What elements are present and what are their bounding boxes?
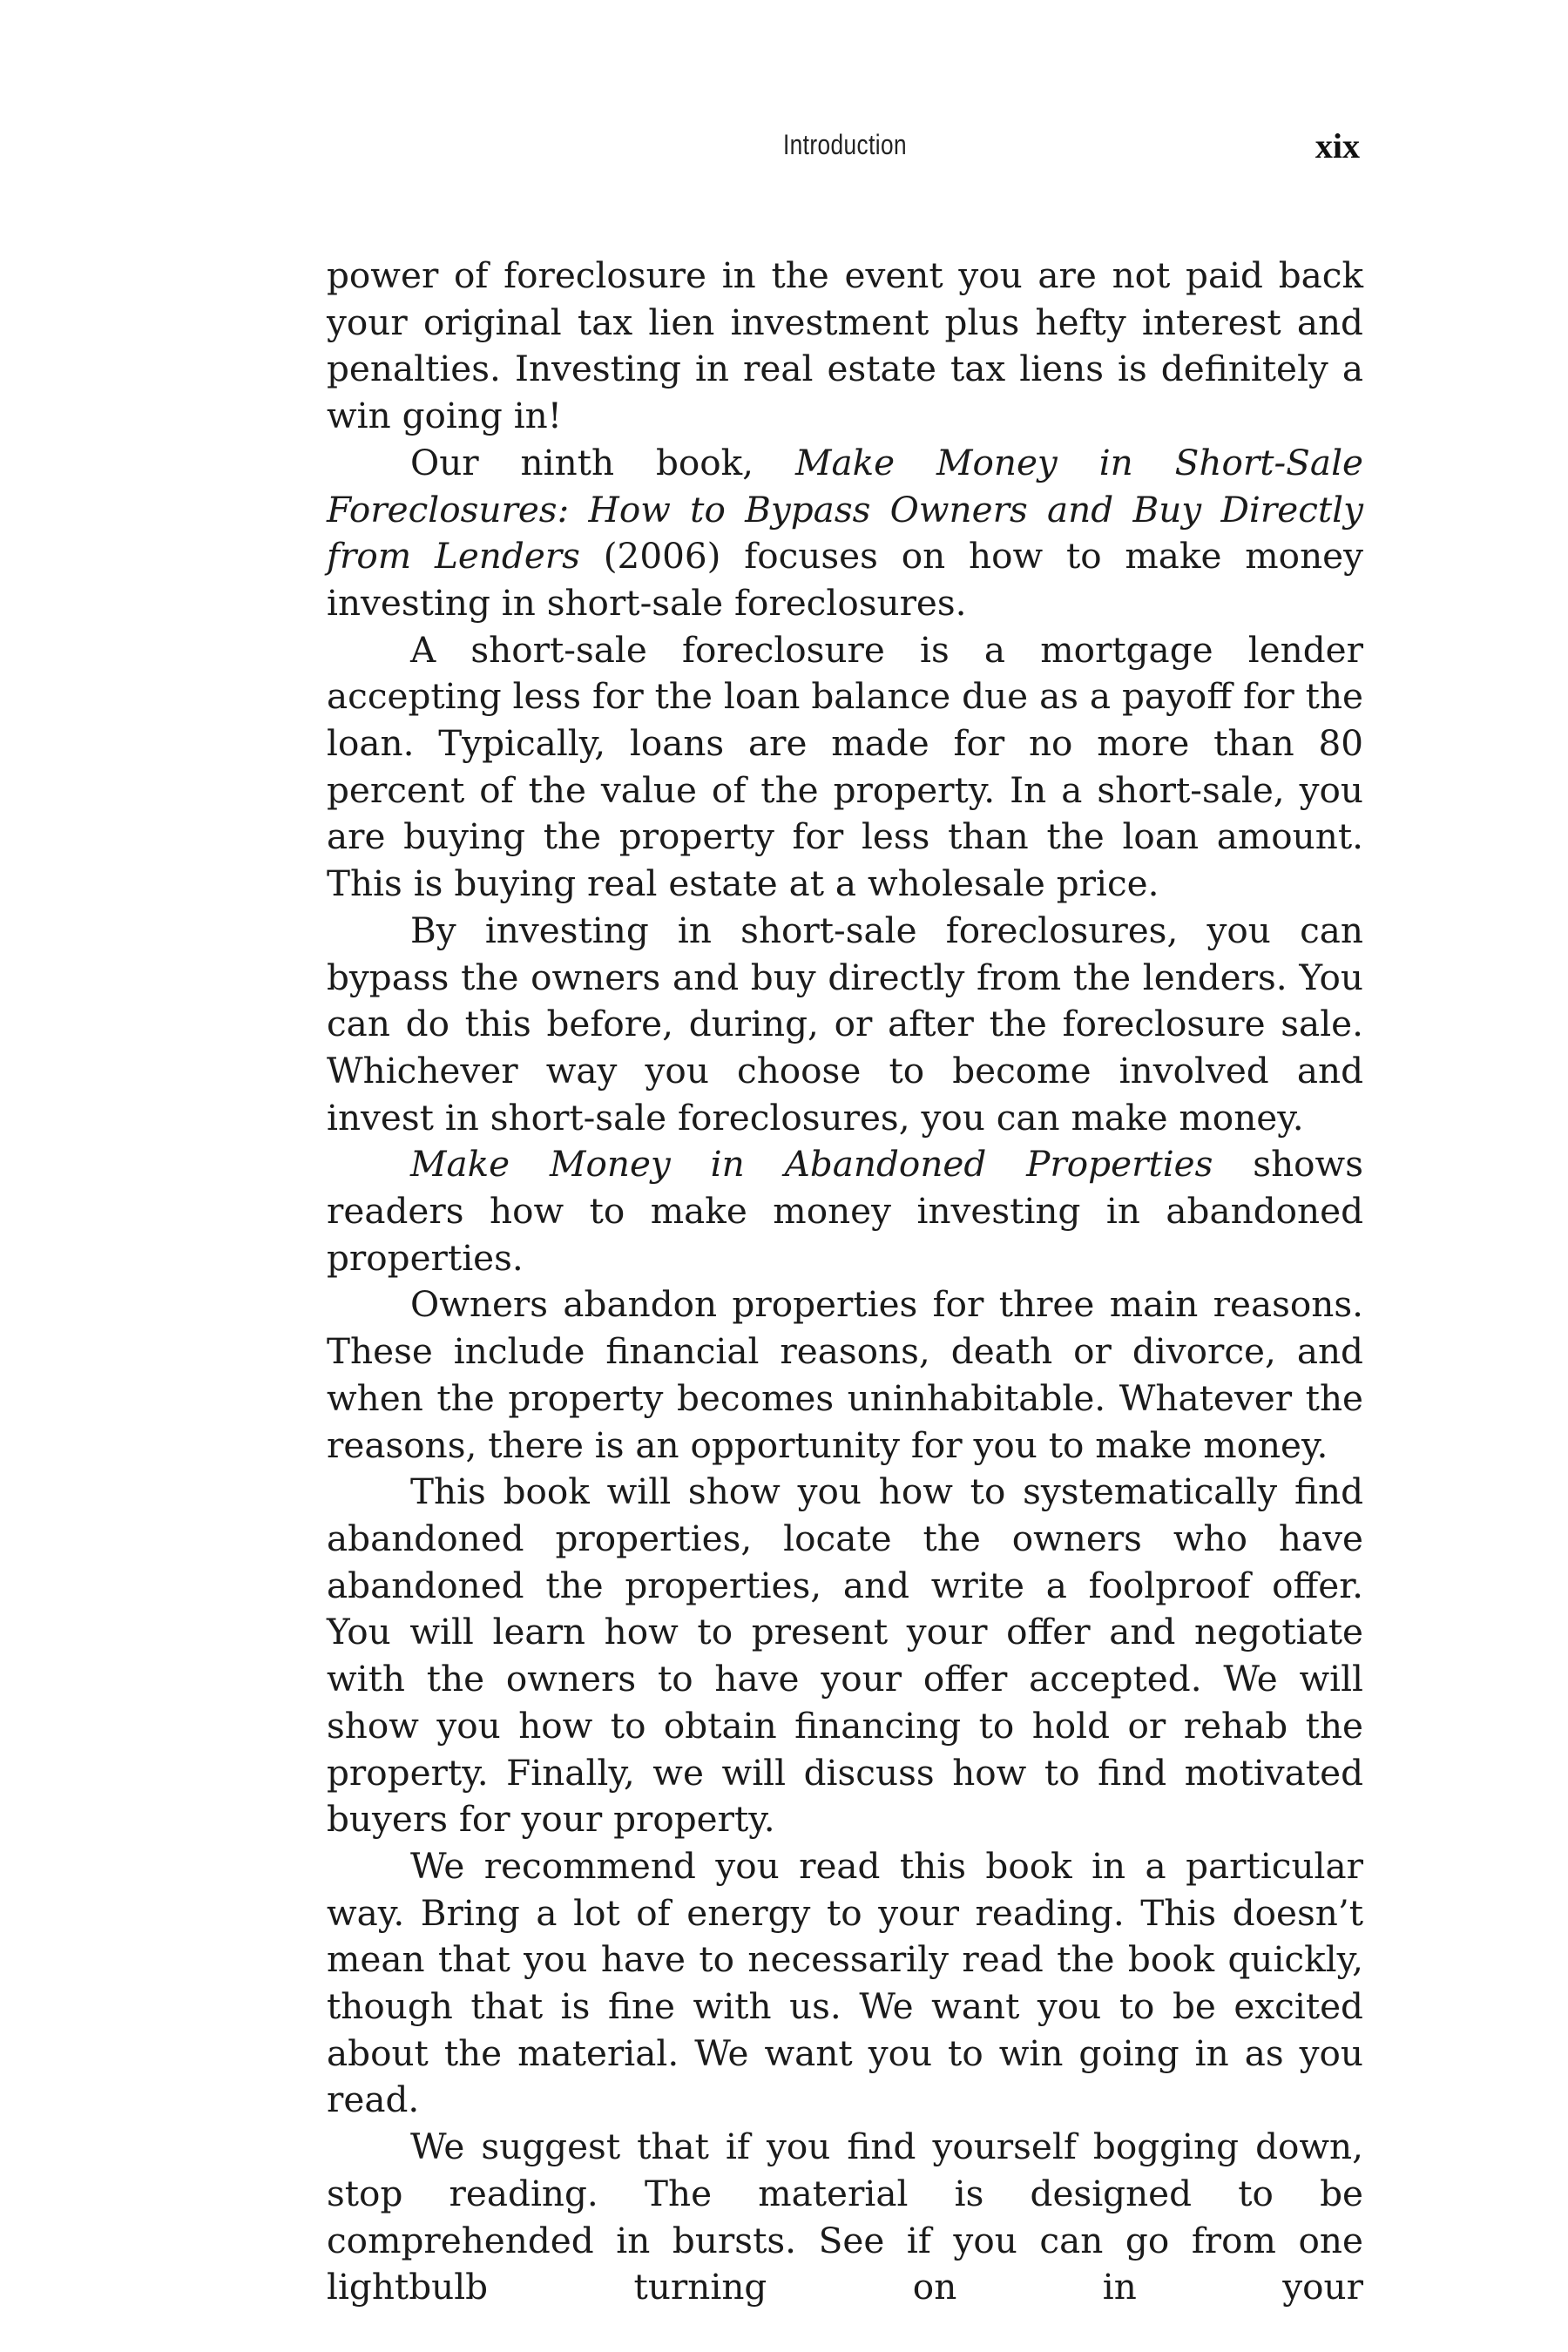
book-title: Make Money in Abandoned Properties — [410, 1143, 1213, 1186]
paragraph: Our ninth book, Make Money in Short-Sale Foreclosures: How to Bypass Owners and Buy Directly from Lenders (2006) focuses on how to make money investing in short-sale foreclosures. — [327, 441, 1363, 624]
body-text — [327, 253, 1363, 2311]
paragraph: power of foreclosure in the event you are not paid back your original tax lien investment plus hefty interest and penalties. Investing in real estate tax liens is definitely a win going in! — [327, 254, 1363, 437]
paragraph: A short-sale foreclosure is a mortgage lender accepting less for the loan balance due as a payoff for the loan. Typically, loans are made for no more than 80 percent of the value of the property. In a short-sale, you are buying the property for less than the loan amount. This is buying real estate at a wholesale price. — [327, 628, 1363, 905]
paragraph: Make Money in Abandoned Properties shows readers how to make money investing in abandoned properties. — [327, 1143, 1363, 1279]
page-number: xix — [1315, 126, 1360, 166]
paragraph: We suggest that if you find yourself bogging down, stop reading. The material is designed to be comprehended in bursts. See if you can go from one lightbulb turning on in your — [327, 2126, 1363, 2308]
book-title: Make Money in Short-Sale Foreclosures: How to Bypass Owners and Buy Directly from Lenders — [327, 441, 1363, 578]
paragraph: By investing in short-sale foreclosures, you can bypass the owners and buy directly from the lenders. You can do this before, during, or after the foreclosure sale. Whichever way you choose to become involved and invest in short-sale foreclosures, you can make money. — [327, 909, 1363, 1139]
paragraph: Owners abandon properties for three main reasons. These include financial reasons, death or divorce, and when the property becomes uninhabitable. Whatever the reasons, there is an opportunity for you to make money. — [327, 1283, 1363, 1466]
paragraph: We recommend you read this book in a particular way. Bring a lot of energy to your reading. This doesn’t mean that you have to necessarily read the book quickly, though that is fine with us. We want you to be excited about the material. We want you to win going in as you read. — [327, 1844, 1363, 2121]
paragraph: This book will show you how to systematically find abandoned properties, locate the owners who have abandoned the properties, and write a foolproof offer. You will learn how to present your offer and negotiate with the owners to have your offer accepted. We will show you how to obtain financing to hold or rehab the property. Finally, we will discuss how to find motivated buyers for your property. — [327, 1470, 1363, 1841]
running-title: Introduction — [782, 129, 908, 160]
running-head — [327, 126, 1363, 174]
